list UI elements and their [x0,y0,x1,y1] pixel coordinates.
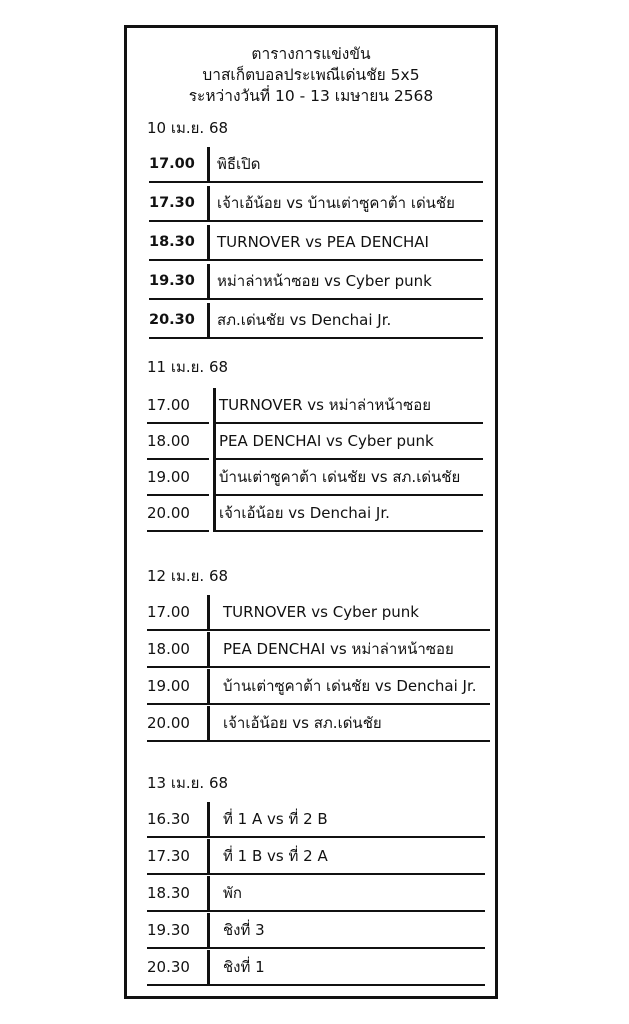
row-underline [207,910,485,912]
row-underline [207,836,485,838]
column-divider [207,669,210,705]
schedule-row [149,147,483,183]
schedule-row [149,186,483,222]
schedule-title: ตารางการแข่งขัน [251,45,371,63]
time-underline [149,181,211,183]
time-underline [147,666,209,668]
match-teams: TURNOVER vs Cyber punk [223,603,419,621]
column-divider [207,225,210,261]
tournament-name: บาสเก็ตบอลประเพณีเด่นชัย 5x5 [202,66,420,84]
schedule-row [147,950,485,986]
column-divider [213,460,216,496]
schedule-row [149,264,483,300]
schedule-row [147,424,483,460]
match-teams: เจ้าเอ้น้อย vs Denchai Jr. [219,504,390,522]
column-divider [207,595,210,631]
match-time: 20.30 [147,958,190,976]
column-divider [207,147,210,183]
match-teams: บ้านเต่าซูคาต้า เด่นชัย vs สภ.เด่นชัย [219,468,461,486]
column-divider [207,802,210,838]
match-teams: PEA DENCHAI vs Cyber punk [219,432,434,450]
match-teams: เจ้าเอ้น้อย vs สภ.เด่นชัย [223,714,382,732]
time-underline [147,984,209,986]
day-date: 11 เม.ย. 68 [147,358,229,376]
column-divider [207,303,210,339]
match-time: 17.00 [147,603,190,621]
time-underline [147,910,209,912]
schedule-row [147,595,490,631]
time-underline [149,337,211,339]
column-divider [207,876,210,912]
time-underline [147,836,209,838]
match-teams: TURNOVER vs หม่าล่าหน้าซอย [219,396,432,414]
time-underline [147,629,209,631]
match-teams: บ้านเต่าซูคาต้า เด่นชัย vs Denchai Jr. [223,677,477,695]
time-underline [149,259,211,261]
match-time: 19.00 [147,468,190,486]
row-underline [213,530,483,532]
schedule-row [147,388,483,424]
match-teams: พัก [223,884,242,902]
date-range: ระหว่างวันที่ 10 - 13 เมษายน 2568 [188,87,434,105]
match-teams: ชิงที่ 3 [223,921,265,939]
column-divider [207,186,210,222]
match-teams: TURNOVER vs PEA DENCHAI [217,233,429,251]
match-teams: สภ.เด่นชัย vs Denchai Jr. [217,311,392,329]
column-divider [207,839,210,875]
time-underline [147,873,209,875]
match-teams: พิธีเปิด [217,155,261,173]
schedule-frame [124,25,498,999]
schedule-row [147,839,485,875]
match-time: 19.30 [147,921,190,939]
match-time: 19.30 [149,273,195,289]
column-divider [213,388,216,424]
match-time: 20.30 [149,312,195,328]
time-underline [147,740,209,742]
match-teams: ที่ 1 A vs ที่ 2 B [223,810,328,828]
schedule-row [149,225,483,261]
column-divider [213,496,216,532]
match-time: 17.30 [147,847,190,865]
column-divider [207,706,210,742]
day-date: 13 เม.ย. 68 [147,774,229,792]
day-date: 10 เม.ย. 68 [147,119,229,137]
row-underline [207,740,490,742]
schedule-row [147,496,483,532]
column-divider [213,424,216,460]
column-divider [207,632,210,668]
row-underline [207,947,485,949]
schedule-row [147,632,490,668]
match-time: 18.30 [147,884,190,902]
match-teams: PEA DENCHAI vs หม่าล่าหน้าซอย [223,640,454,658]
row-underline [207,298,483,300]
match-time: 18.00 [147,432,190,450]
row-underline [207,337,483,339]
match-teams: เจ้าเอ้น้อย vs บ้านเต่าซูคาต้า เด่นชัย [217,194,455,212]
match-teams: ชิงที่ 1 [223,958,265,976]
schedule-row [147,706,490,742]
match-time: 18.00 [147,640,190,658]
row-underline [207,666,490,668]
match-teams: หม่าล่าหน้าซอย vs Cyber punk [217,272,432,290]
schedule-row [147,669,490,705]
row-underline [207,984,485,986]
row-underline [207,873,485,875]
time-underline [147,703,209,705]
column-divider [207,913,210,949]
column-divider [207,264,210,300]
match-time: 16.30 [147,810,190,828]
match-time: 17.00 [149,156,195,172]
schedule-row [147,913,485,949]
column-divider [207,950,210,986]
schedule-row [147,460,483,496]
time-underline [149,220,211,222]
time-underline [147,530,209,532]
time-underline [147,947,209,949]
match-time: 17.30 [149,195,195,211]
row-underline [207,259,483,261]
match-time: 20.00 [147,504,190,522]
row-underline [207,220,483,222]
row-underline [207,703,490,705]
row-underline [207,181,483,183]
match-teams: ที่ 1 B vs ที่ 2 A [223,847,328,865]
time-underline [149,298,211,300]
match-time: 18.30 [149,234,195,250]
match-time: 19.00 [147,677,190,695]
schedule-row [149,303,483,339]
schedule-row [147,802,485,838]
match-time: 20.00 [147,714,190,732]
match-time: 17.00 [147,396,190,414]
schedule-row [147,876,485,912]
day-date: 12 เม.ย. 68 [147,567,229,585]
row-underline [207,629,490,631]
